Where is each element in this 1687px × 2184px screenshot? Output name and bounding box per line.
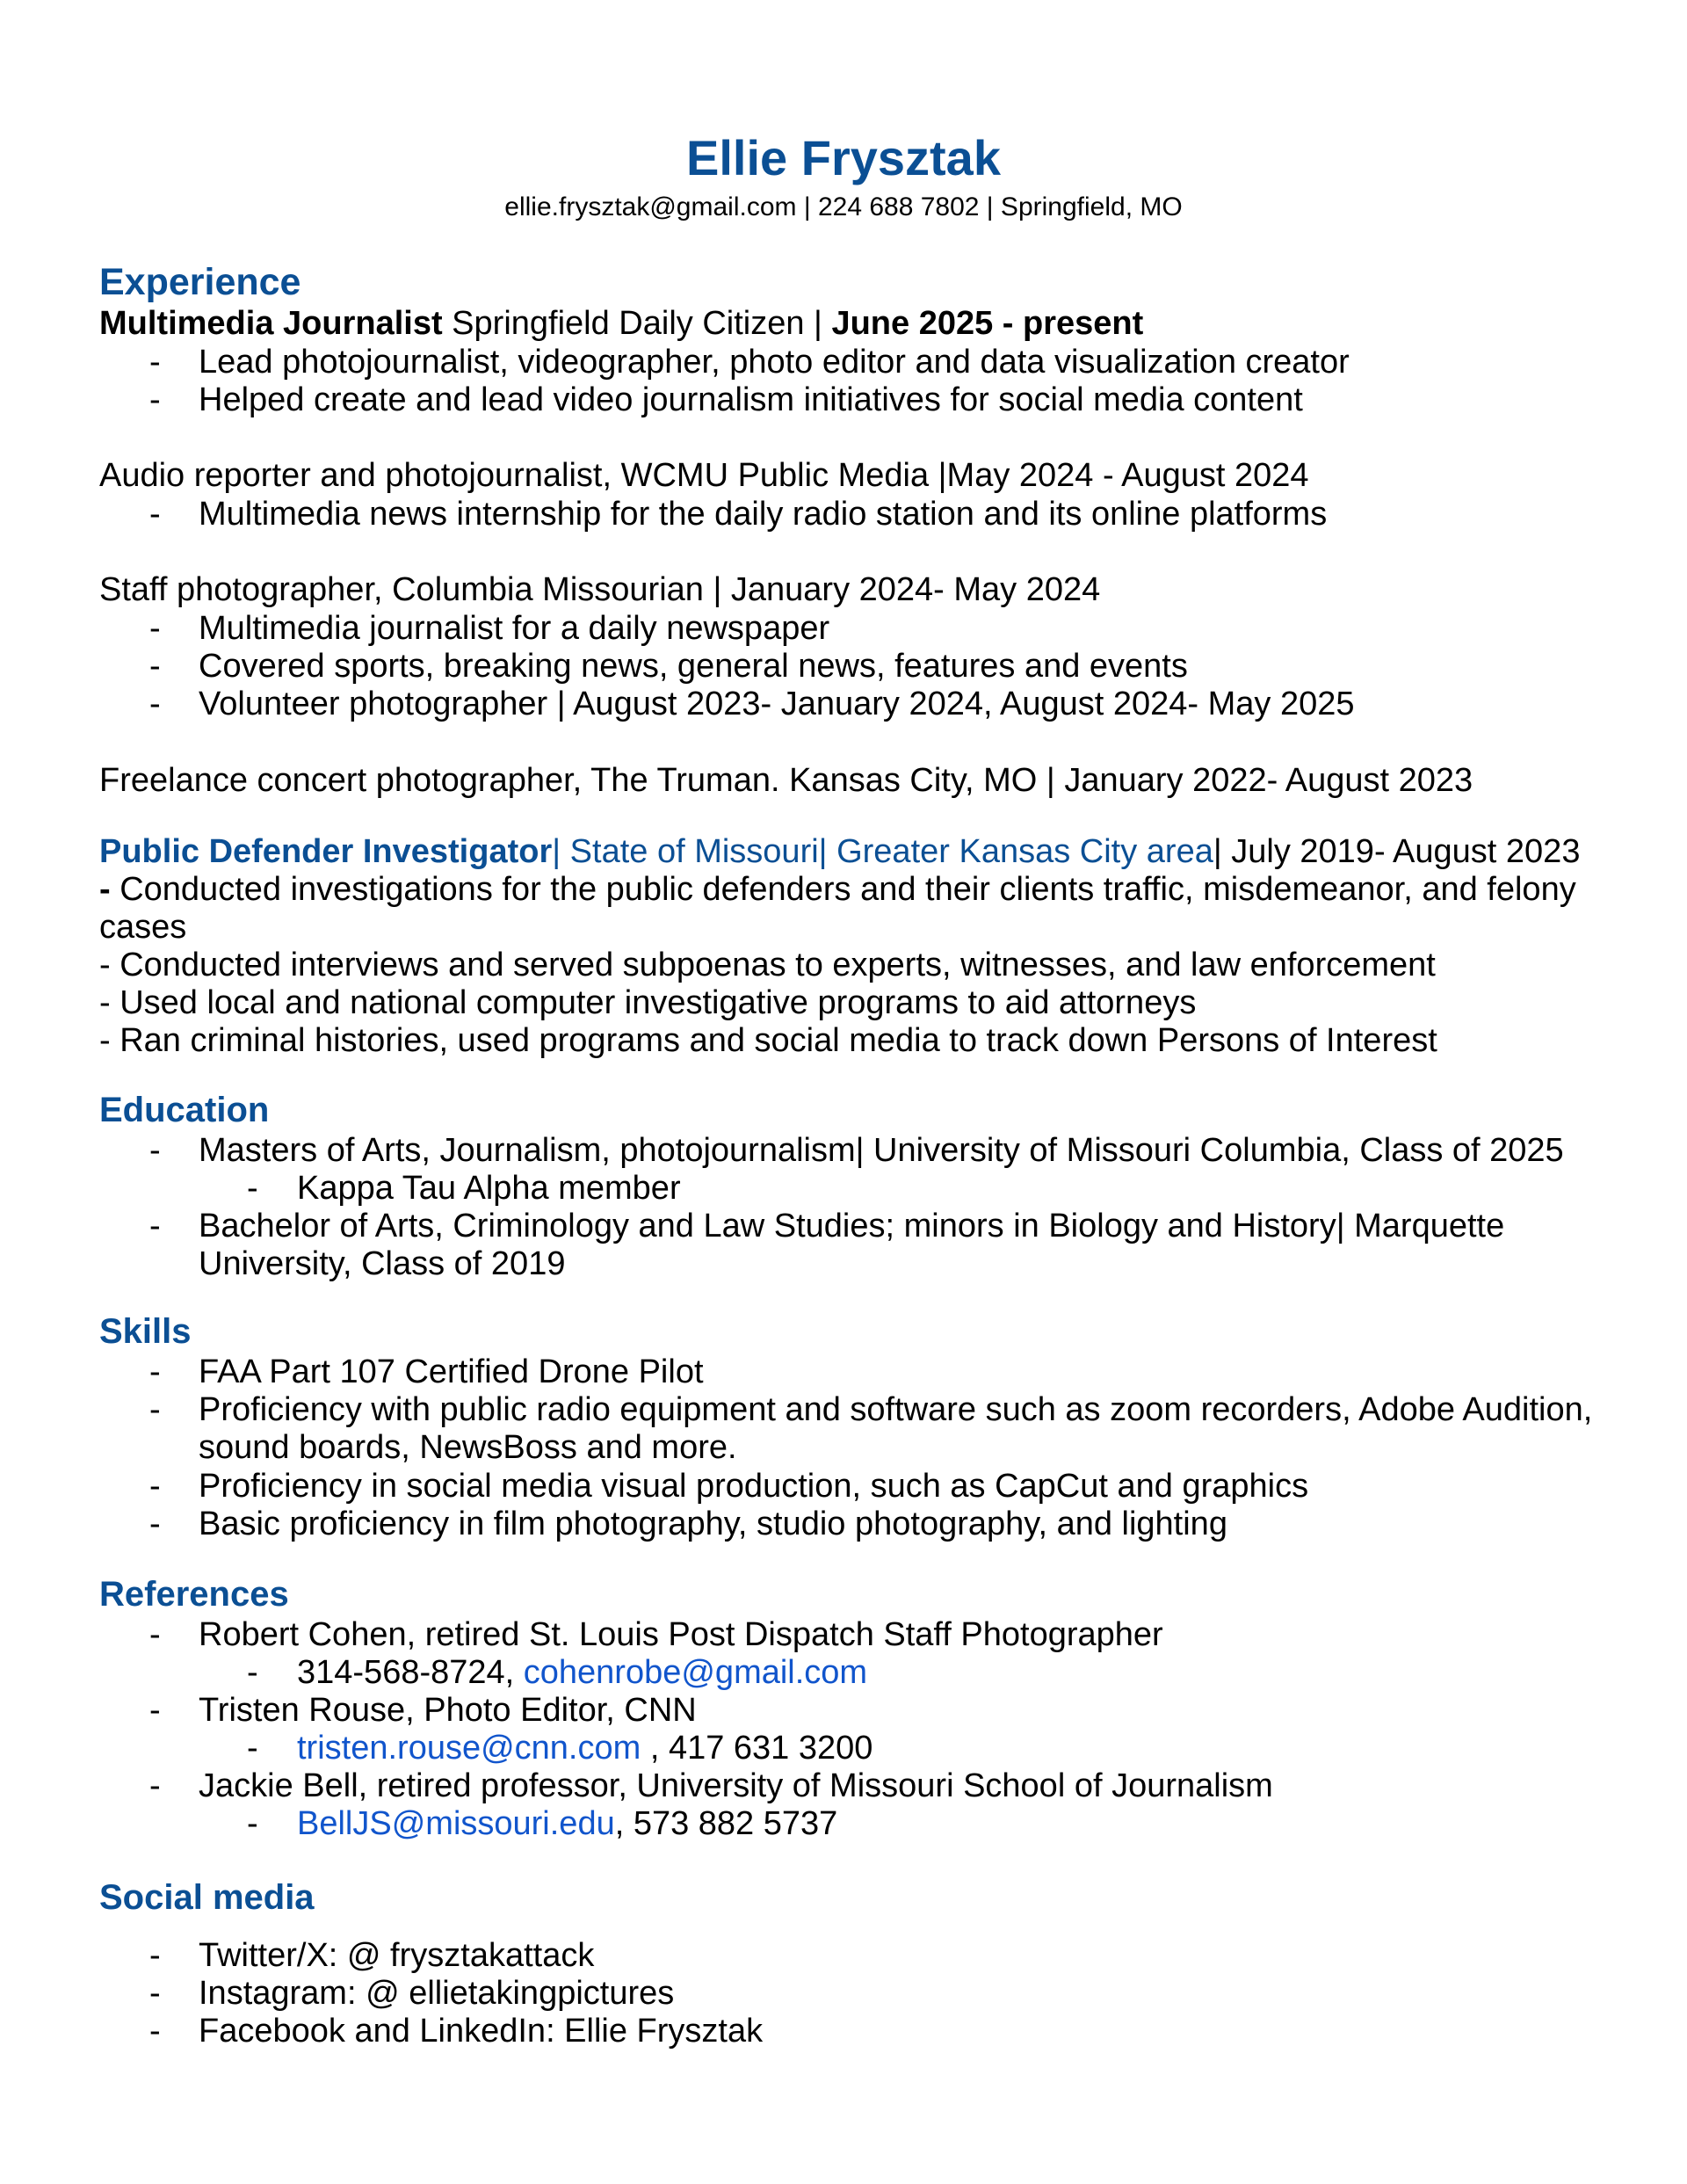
social-media-heading: Social media [99, 1878, 315, 1917]
experience-heading: Experience [99, 261, 301, 303]
job5-header [99, 832, 1580, 871]
reference-email-link[interactable]: BellJS@missouri.edu [297, 1805, 615, 1842]
bullet-dash: - [149, 1692, 161, 1729]
job1-title: Multimedia Journalist [99, 305, 443, 342]
reference-phone: , 573 882 5737 [614, 1805, 838, 1842]
skills-item: Proficiency with public radio equipment and software such as zoom recorders, Adobe Audition, [199, 1391, 1593, 1428]
references-heading: References [99, 1575, 289, 1614]
reference-email-link[interactable]: tristen.rouse@cnn.com [297, 1730, 641, 1767]
bullet-dash: - [149, 1391, 161, 1428]
bullet-dash: - [149, 1616, 161, 1653]
job3-header: Staff photographer, Columbia Missourian | January 2024- May 2024 [99, 571, 1101, 608]
job2-bullet: Multimedia news internship for the daily radio station and its online platforms [199, 496, 1328, 533]
job5-item: - Used local and national computer investigative programs to aid attorneys [99, 984, 1197, 1021]
job3-bullet: Multimedia journalist for a daily newspaper [199, 610, 830, 647]
skills-item-cont: sound boards, NewsBoss and more. [199, 1429, 737, 1466]
reference-name: Robert Cohen, retired St. Louis Post Dispatch Staff Photographer [199, 1616, 1163, 1653]
job2-header: Audio reporter and photojournalist, WCMU Public Media |May 2024 - August 2024 [99, 457, 1309, 494]
social-media-item: Instagram: @ ellietakingpictures [199, 1975, 675, 2012]
skills-item: FAA Part 107 Certified Drone Pilot [199, 1353, 704, 1390]
job5-item-cont: cases [99, 909, 187, 946]
bullet-dash: - [149, 1132, 161, 1169]
job1-bullet: Lead photojournalist, videographer, photo editor and data visualization creator [199, 344, 1350, 381]
sub-bullet-dash: - [247, 1654, 258, 1691]
education-heading: Education [99, 1091, 270, 1129]
bullet-dash: - [149, 344, 161, 381]
bullet-dash: - [149, 610, 161, 647]
bullet-dash: - [149, 1208, 161, 1244]
education-item: Masters of Arts, Journalism, photojournalism| University of Missouri Columbia, Class of 2025 [199, 1132, 1564, 1169]
bullet-dash: - [149, 648, 161, 685]
job1-org: Springfield Daily Citizen | [442, 305, 832, 342]
bullet-dash: - [149, 2013, 161, 2050]
job5-first-dash: - [99, 871, 111, 908]
sub-bullet-dash: - [247, 1805, 258, 1842]
bullet-dash: - [149, 686, 161, 722]
sub-bullet-dash: - [247, 1730, 258, 1767]
education-item: Bachelor of Arts, Criminology and Law Studies; minors in Biology and History| Marquette [199, 1208, 1505, 1244]
bullet-dash: - [149, 1767, 161, 1804]
social-media-item: Facebook and LinkedIn: Ellie Frysztak [199, 2013, 764, 2050]
skills-item: Proficiency in social media visual production, such as CapCut and graphics [199, 1468, 1309, 1505]
bullet-dash: - [149, 496, 161, 533]
job5-dates: | July 2019- August 2023 [1213, 833, 1581, 870]
job5-org: | State of Missouri| Greater Kansas City area [552, 833, 1213, 870]
resume-name: Ellie Frysztak [686, 130, 1001, 185]
bullet-dash: - [149, 1937, 161, 1974]
job5-item: - Conducted interviews and served subpoenas to experts, witnesses, and law enforcement [99, 947, 1436, 983]
bullet-dash: - [149, 381, 161, 418]
skills-item: Basic proficiency in film photography, studio photography, and lighting [199, 1506, 1227, 1542]
bullet-dash: - [149, 1353, 161, 1390]
job1-dates: June 2025 - present [831, 305, 1144, 342]
social-media-item: Twitter/X: @ frysztakattack [199, 1937, 595, 1974]
job5-title: Public Defender Investigator [99, 833, 553, 870]
bullet-dash: - [149, 1506, 161, 1542]
job5-item [99, 870, 1576, 909]
job1-header [99, 304, 1143, 343]
reference-name: Tristen Rouse, Photo Editor, CNN [199, 1692, 697, 1729]
job3-bullet: Covered sports, breaking news, general news, features and events [199, 648, 1188, 685]
bullet-dash: - [149, 1468, 161, 1505]
education-item-cont: University, Class of 2019 [199, 1245, 566, 1282]
reference-contact [297, 1729, 872, 1767]
job4-header: Freelance concert photographer, The Truman. Kansas City, MO | January 2022- August 2023 [99, 762, 1473, 799]
job1-bullet: Helped create and lead video journalism initiatives for social media content [199, 381, 1303, 418]
reference-email-link[interactable]: cohenrobe@gmail.com [523, 1654, 868, 1691]
education-subitem: Kappa Tau Alpha member [297, 1170, 681, 1207]
sub-bullet-dash: - [247, 1170, 258, 1207]
job5-first-text: Conducted investigations for the public defenders and their clients traffic, misdemeanor, and felony [110, 871, 1576, 908]
reference-phone: 314-568-8724, [297, 1654, 524, 1691]
job5-item: - Ran criminal histories, used programs and social media to track down Persons of Interest [99, 1022, 1437, 1059]
reference-contact [297, 1653, 867, 1692]
bullet-dash: - [149, 1975, 161, 2012]
contact-line: ellie.frysztak@gmail.com | 224 688 7802 | Springfield, MO [504, 192, 1183, 221]
reference-contact [297, 1804, 837, 1843]
reference-name: Jackie Bell, retired professor, University of Missouri School of Journalism [199, 1767, 1273, 1804]
job3-bullet: Volunteer photographer | August 2023- January 2024, August 2024- May 2025 [199, 686, 1355, 722]
skills-heading: Skills [99, 1312, 192, 1351]
reference-phone: , 417 631 3200 [641, 1730, 873, 1767]
